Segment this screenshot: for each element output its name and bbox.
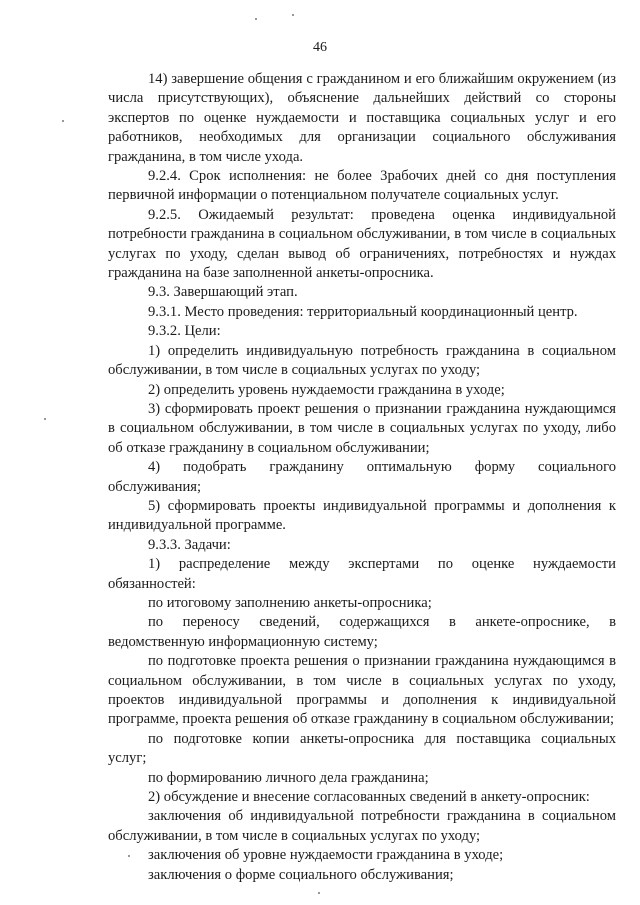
scan-speck (255, 18, 257, 20)
paragraph: 9.3.1. Место проведения: территориальный координационный центр. (148, 303, 578, 320)
scan-speck (318, 892, 320, 894)
list-item: заключения об индивидуальной потребности гражданина в социальном обслуживании, в том числе в социальных услугах по уходу; (108, 808, 616, 844)
list-item: по итоговому заполнению анкеты-опросника; (148, 594, 432, 611)
page-number: 46 (313, 40, 327, 55)
scan-speck (128, 855, 130, 857)
document-body (108, 70, 616, 885)
scan-speck (44, 418, 46, 420)
scan-speck (62, 120, 64, 122)
list-item: заключения о форме социального обслуживания; (148, 866, 454, 883)
list-item: 1) определить индивидуальную потребность гражданина в социальном обслуживании, в том числе в социальных услугах по уходу; (108, 342, 616, 379)
list-item: по подготовке проекта решения о признании гражданина нуждающимся в социальном обслуживании, в том числе в социальных услугах по уходу, проектов индивидуальной программы и дополнения к индивидуальной программе, проекта решения об отказе гражданину в социальном обслуживании; (108, 653, 616, 728)
paragraph: 9.2.5. Ожидаемый результат: проведена оценка индивидуальной потребности гражданина в социальном обслуживании, в том числе в социальных услугах по уходу, сделан вывод об ограничениях, потребностях и нуждах гражданина на базе заполненной анкеты-опросника. (108, 206, 616, 282)
subsection-heading: 9.3.2. Цели: (148, 323, 221, 340)
list-item: 5) сформировать проекты индивидуальной программы и дополнения к индивидуальной программе. (108, 497, 616, 534)
subsection-heading: 9.3.3. Задачи: (148, 536, 231, 553)
list-item: 4) подобрать гражданину оптимальную форму социального обслуживания; (108, 459, 616, 495)
list-item: 1) распределение между экспертами по оценке нуждаемости обязанностей: (108, 556, 616, 592)
paragraph: 14) завершение общения с гражданином и его ближайшим окружением (из числа присутствующих), объяснение дальнейших действий со стороны экспертов по оценке нуждаемости и поставщика социальных услуг и его работников, необходимых для организации социального обслуживания гражданина, в том числе ухода. (108, 71, 616, 165)
list-item: заключения об уровне нуждаемости гражданина в уходе; (148, 847, 504, 864)
list-item: 2) обсуждение и внесение согласованных сведений в анкету-опросник: (148, 789, 590, 806)
paragraph: 9.2.4. Срок исполнения: не более 3рабочих дней со дня поступления первичной информации о потенциальном получателе социальных услуг. (108, 168, 616, 204)
list-item: по переносу сведений, содержащихся в анкете-опроснике, в ведомственную информационную систему; (108, 614, 616, 650)
list-item: 2) определить уровень нуждаемости гражданина в уходе; (148, 381, 505, 398)
section-heading: 9.3. Завершающий этап. (148, 284, 298, 301)
scan-speck (292, 14, 294, 16)
list-item: 3) сформировать проект решения о признании гражданина нуждающимся в социальном обслуживании, в том числе в социальных услугах по уходу, либо об отказе гражданину в социальном обслуживании; (108, 400, 616, 456)
list-item: по формированию личного дела гражданина; (148, 769, 429, 786)
list-item: по подготовке копии анкеты-опросника для поставщика социальных услуг; (108, 730, 616, 767)
